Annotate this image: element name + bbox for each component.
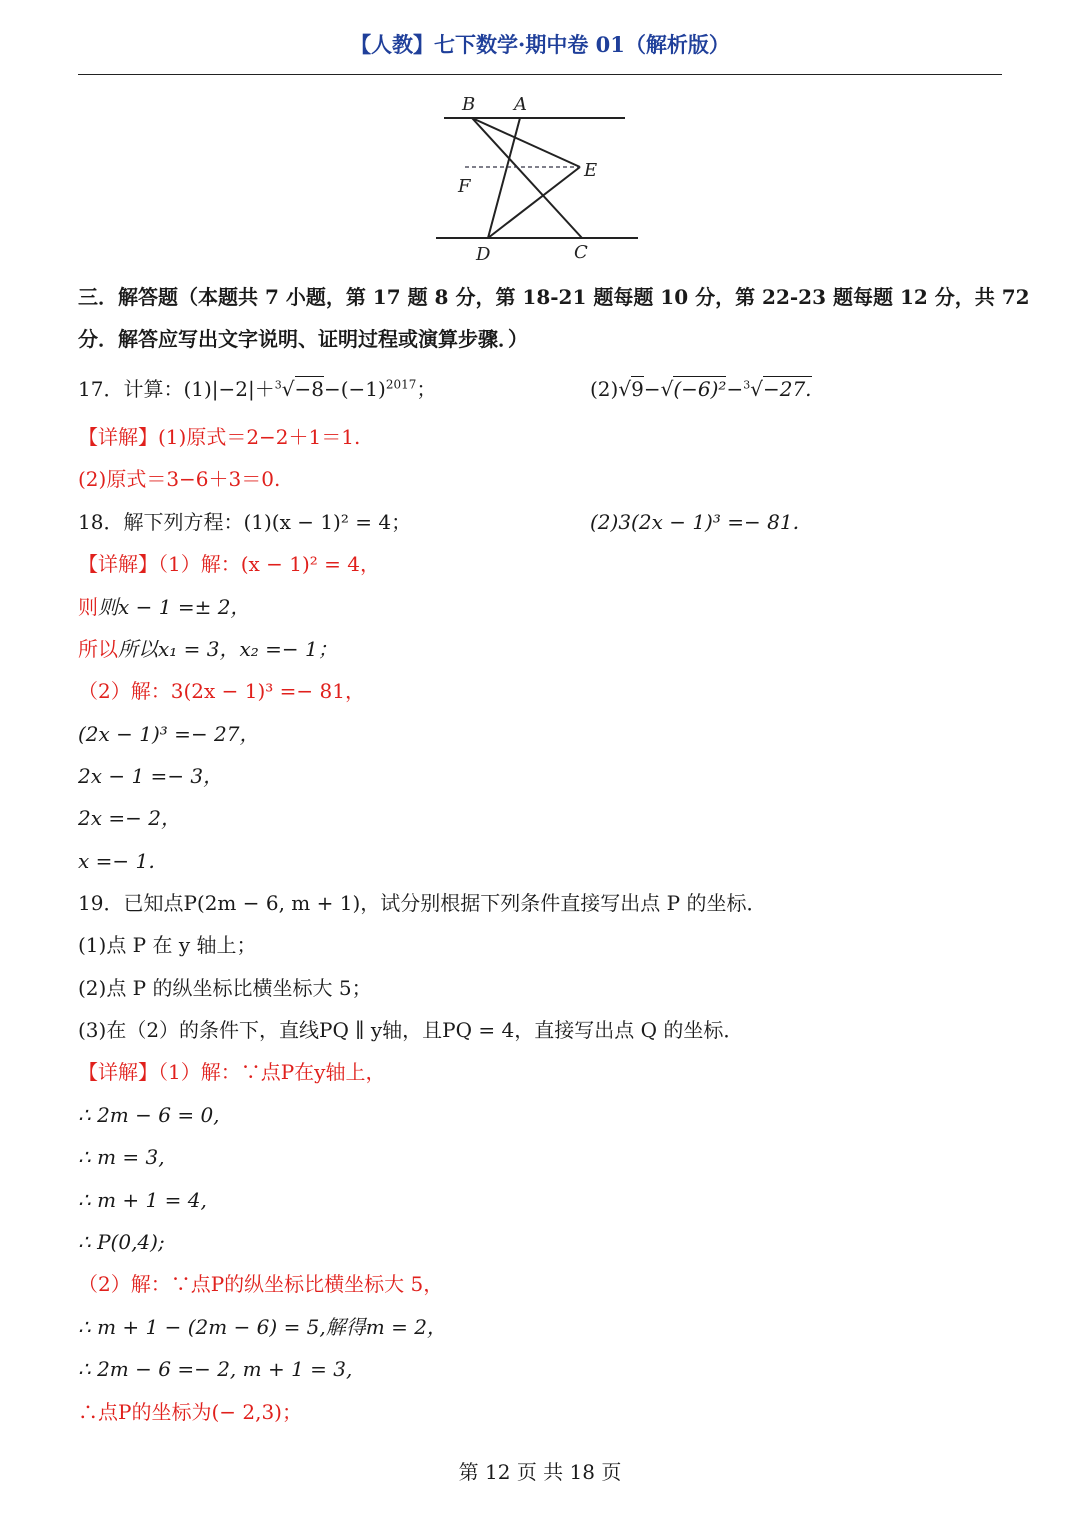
q18-line-5: (2x − 1)³ =− 27，: [78, 722, 260, 746]
label-C: C: [574, 242, 588, 263]
q19-line-7: ∴ m + 1 − (2m − 6) = 5,解得m = 2，: [78, 1315, 447, 1339]
q17-stem: 17．计算：$(1)|-2|+^3√-8-(-1)^{2017}$； (2)√9−√(−6)²−$^3$√−27.: [78, 374, 1002, 404]
q18-stem: [78, 507, 1002, 537]
section-heading-line2: 分．解答应写出文字说明、证明过程或演算步骤．）: [78, 327, 528, 351]
q17-end: ；: [416, 377, 437, 401]
q17-p2-rad1: 9: [631, 377, 644, 401]
q18-line-3: 所以所以x₁ = 3，x₂ =− 1；: [78, 637, 338, 661]
q19-line-8: ∴ 2m − 6 =− 2, m + 1 = 3,: [78, 1357, 353, 1381]
q19-line-1: 【详解】（1）解：∵点P在y轴上，: [78, 1060, 386, 1084]
q18-stem-2: (2)3(2x − 1)³ =− 81．: [590, 510, 813, 534]
label-F: F: [458, 176, 471, 197]
q18-stem-1: 18．解下列方程：(1)(x − 1)² = 4；: [78, 510, 412, 534]
q19-line-2: ∴ 2m − 6 = 0,: [78, 1103, 220, 1127]
segment-DE: [488, 167, 580, 238]
q18-line-1: 【详解】（1）解：(x − 1)² = 4，: [78, 552, 381, 576]
geometry-figure: [430, 90, 650, 265]
page-footer: 第 12 页 共 18 页: [458, 1460, 622, 1484]
q18-line-7: 2x =− 2，: [78, 806, 181, 830]
label-B: B: [462, 94, 476, 115]
q19-line-3: ∴ m = 3,: [78, 1145, 165, 1169]
q18-line-2-text: 则x − 1 =± 2，: [98, 595, 251, 619]
segment-BE: [472, 118, 580, 167]
q18-line-6: 2x − 1 =− 3，: [78, 764, 224, 788]
page-header: [78, 28, 1002, 75]
q19-condition-2: (2)点 P 的纵坐标比横坐标大 5；: [78, 976, 372, 1000]
q19-line-9: ∴点P的坐标为(− 2,3)；: [78, 1400, 302, 1424]
q17-p2-prefix: (2): [590, 377, 619, 401]
q17-part2: (2)√9−√(−6)²−$^3$√−27.: [590, 377, 812, 401]
label-E: E: [584, 160, 598, 181]
q17-prefix: 17．计算：(1)|−2|＋: [78, 377, 275, 401]
q18-line-3-text: 所以x₁ = 3，x₂ =− 1；: [118, 637, 338, 661]
q19-condition-1: (1)点 P 在 y 轴上；: [78, 933, 257, 957]
q18-line-2: 则则x − 1 =± 2，: [78, 595, 251, 619]
q19-stem: 19．已知点P(2m − 6, m + 1)，试分别根据下列条件直接写出点 P 的坐标．: [78, 891, 767, 915]
q18-line-8: x =− 1．: [78, 849, 169, 873]
header-title: 【人教】七下数学·期中卷 01（解析版）: [350, 32, 730, 57]
q17-tail: −(−1): [323, 377, 386, 401]
q19-line-5: ∴ P(0,4);: [78, 1230, 165, 1254]
label-D: D: [476, 244, 491, 265]
q17-detail-2: (2)原式＝3−6＋3＝0.: [78, 467, 281, 491]
section-heading-line1: 三．解答题（本题共 7 小题，第 17 题 8 分，第 18-21 题每题 10 分，第 22-23 题每题 12 分，共 72: [78, 285, 1030, 309]
q17-radicand-1: −8: [294, 377, 324, 401]
q19-line-4: ∴ m + 1 = 4,: [78, 1188, 207, 1212]
q18-line-4: （2）解：3(2x − 1)³ =− 81，: [78, 679, 365, 703]
label-A: A: [514, 94, 527, 115]
q17-p2-rad2: (−6)²: [673, 377, 727, 401]
q19-line-6: （2）解：∵点P的纵坐标比横坐标大 5，: [78, 1272, 444, 1296]
q17-detail-1: 【详解】(1)原式＝2−2＋1＝1.: [78, 425, 361, 449]
segment-AD: [488, 118, 520, 238]
q19-condition-3: (3)在（2）的条件下，直线PQ ∥ y轴，且PQ = 4，直接写出点 Q 的坐标．: [78, 1018, 744, 1042]
q17-exponent: 2017: [385, 377, 417, 392]
q17-p2-rad3: −27.: [762, 377, 812, 401]
